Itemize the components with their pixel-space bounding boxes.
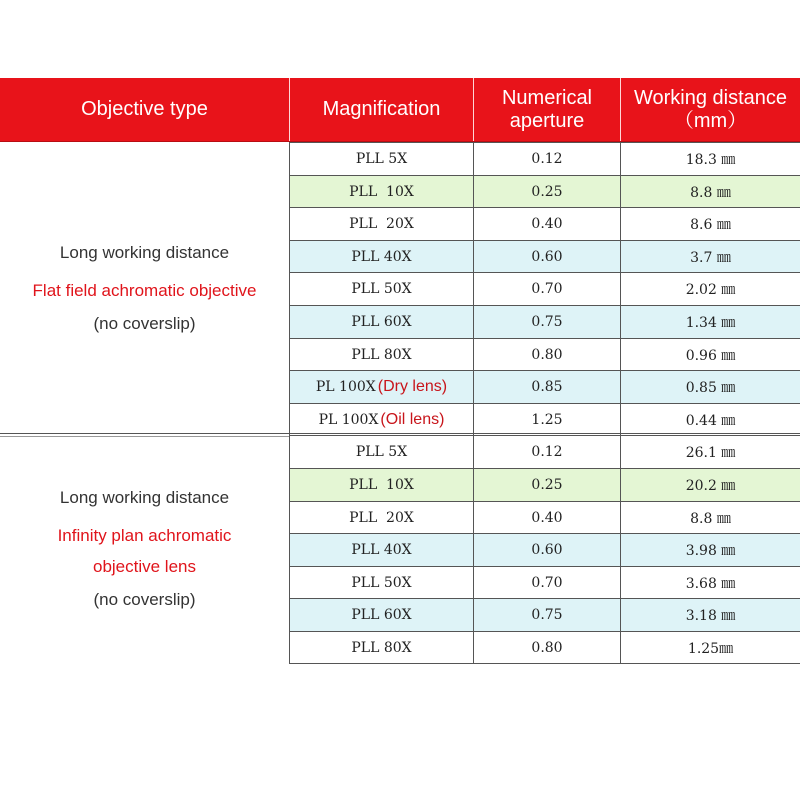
working-distance-cell: 8.6 ㎜ [620,208,800,240]
objective-type-line3: (no coverslip) [93,314,196,334]
header-objective-type: Objective type [81,98,208,120]
magnification-cell [289,404,473,436]
numerical-aperture-cell: 1.25 [473,404,620,436]
table-row [289,403,800,436]
numerical-aperture-cell: 0.85 [473,371,620,403]
magnification-cell [289,241,473,273]
magnification-cell [289,632,473,664]
numerical-aperture-cell: 0.80 [473,632,620,664]
magnification-value: PLL 5X [355,444,408,461]
magnification-cell [289,339,473,371]
magnification-value: PLL 10X [349,477,414,493]
magnification-cell [289,436,473,468]
table-row [289,631,800,664]
numerical-aperture-cell: 0.75 [473,306,620,338]
table-row [289,272,800,305]
table-row [289,175,800,208]
numerical-aperture-cell: 0.70 [473,273,620,305]
table-row [289,240,800,273]
objective-type-line3: (no coverslip) [93,590,196,610]
lens-type-note: (Oil lens) [380,410,445,428]
header-working-distance: Working distance （mm） [620,78,800,141]
magnification-cell [289,208,473,240]
working-distance-cell: 8.8 ㎜ [620,502,800,534]
table-row [289,566,800,599]
magnification-cell [289,502,473,534]
magnification-cell [289,599,473,631]
numerical-aperture-cell: 0.25 [473,469,620,501]
objective-type-line1: Long working distance [59,488,230,508]
magnification-value: PLL 60X [351,314,412,330]
working-distance-cell: 3.98 ㎜ [620,534,800,566]
magnification-value: PLL 80X [351,640,412,656]
numerical-aperture-cell: 0.75 [473,599,620,631]
numerical-aperture-cell: 0.70 [473,567,620,599]
objective-type-description [0,142,289,435]
group-divider [0,433,800,434]
magnification-value: PLL 50X [351,281,412,298]
table-row [289,501,800,534]
magnification-cell [289,469,473,501]
working-distance-cell: 0.44 ㎜ [620,404,800,436]
numerical-aperture-cell: 0.60 [473,534,620,566]
lens-type-note: (Dry lens) [377,378,448,396]
objective-type-description [0,435,289,663]
magnification-value: PLL 40X [351,248,412,265]
working-distance-cell: 3.18 ㎜ [620,599,800,631]
working-distance-cell: 3.68 ㎜ [620,567,800,599]
numerical-aperture-cell: 0.12 [473,436,620,468]
magnification-cell [289,176,473,208]
working-distance-cell: 8.8 ㎜ [620,176,800,208]
magnification-value: PLL 5X [355,151,408,167]
working-distance-cell: 3.7 ㎜ [620,241,800,273]
magnification-value: PLL 20X [349,509,414,526]
magnification-value: PL 100X [318,411,379,428]
numerical-aperture-cell: 0.80 [473,339,620,371]
magnification-value: PLL 10X [349,183,414,200]
magnification-value: PLL 80X [351,346,412,363]
table-row [289,305,800,338]
magnification-cell [289,567,473,599]
magnification-value: PLL 60X [351,607,412,624]
magnification-value: PLL 50X [351,574,412,591]
magnification-cell [289,306,473,338]
table-row [289,370,800,403]
numerical-aperture-cell: 0.60 [473,241,620,273]
magnification-cell [289,371,473,403]
numerical-aperture-cell: 0.40 [473,502,620,534]
working-distance-cell: 1.34 ㎜ [620,306,800,338]
table-row [289,142,800,175]
magnification-value: PLL 20X [349,216,414,233]
objective-type-line2: Infinity plan achromatic objective lens [57,526,232,577]
working-distance-cell: 0.96 ㎜ [620,339,800,371]
numerical-aperture-cell: 0.25 [473,176,620,208]
working-distance-cell: 1.25㎜ [620,632,800,664]
working-distance-cell: 18.3 ㎜ [620,143,800,175]
magnification-cell [289,143,473,175]
magnification-cell [289,273,473,305]
magnification-value: PL 100X [315,379,376,396]
objective-type-line2: Flat field achromatic objective [32,281,257,301]
table-row [289,338,800,371]
header-numerical-aperture: Numerical aperture [473,78,620,141]
objective-spec-table [0,78,800,664]
magnification-value: PLL 40X [351,542,412,559]
magnification-cell [289,534,473,566]
working-distance-cell: 26.1 ㎜ [620,436,800,468]
working-distance-cell: 2.02 ㎜ [620,273,800,305]
table-row [289,207,800,240]
working-distance-cell: 20.2 ㎜ [620,469,800,501]
table-row [289,598,800,631]
numerical-aperture-cell: 0.40 [473,208,620,240]
table-row [289,533,800,566]
table-header [0,78,800,142]
table-row [289,468,800,501]
header-magnification: Magnification [289,78,473,141]
numerical-aperture-cell: 0.12 [473,143,620,175]
working-distance-cell: 0.85 ㎜ [620,371,800,403]
objective-type-line1: Long working distance [59,243,230,263]
table-row [289,435,800,468]
